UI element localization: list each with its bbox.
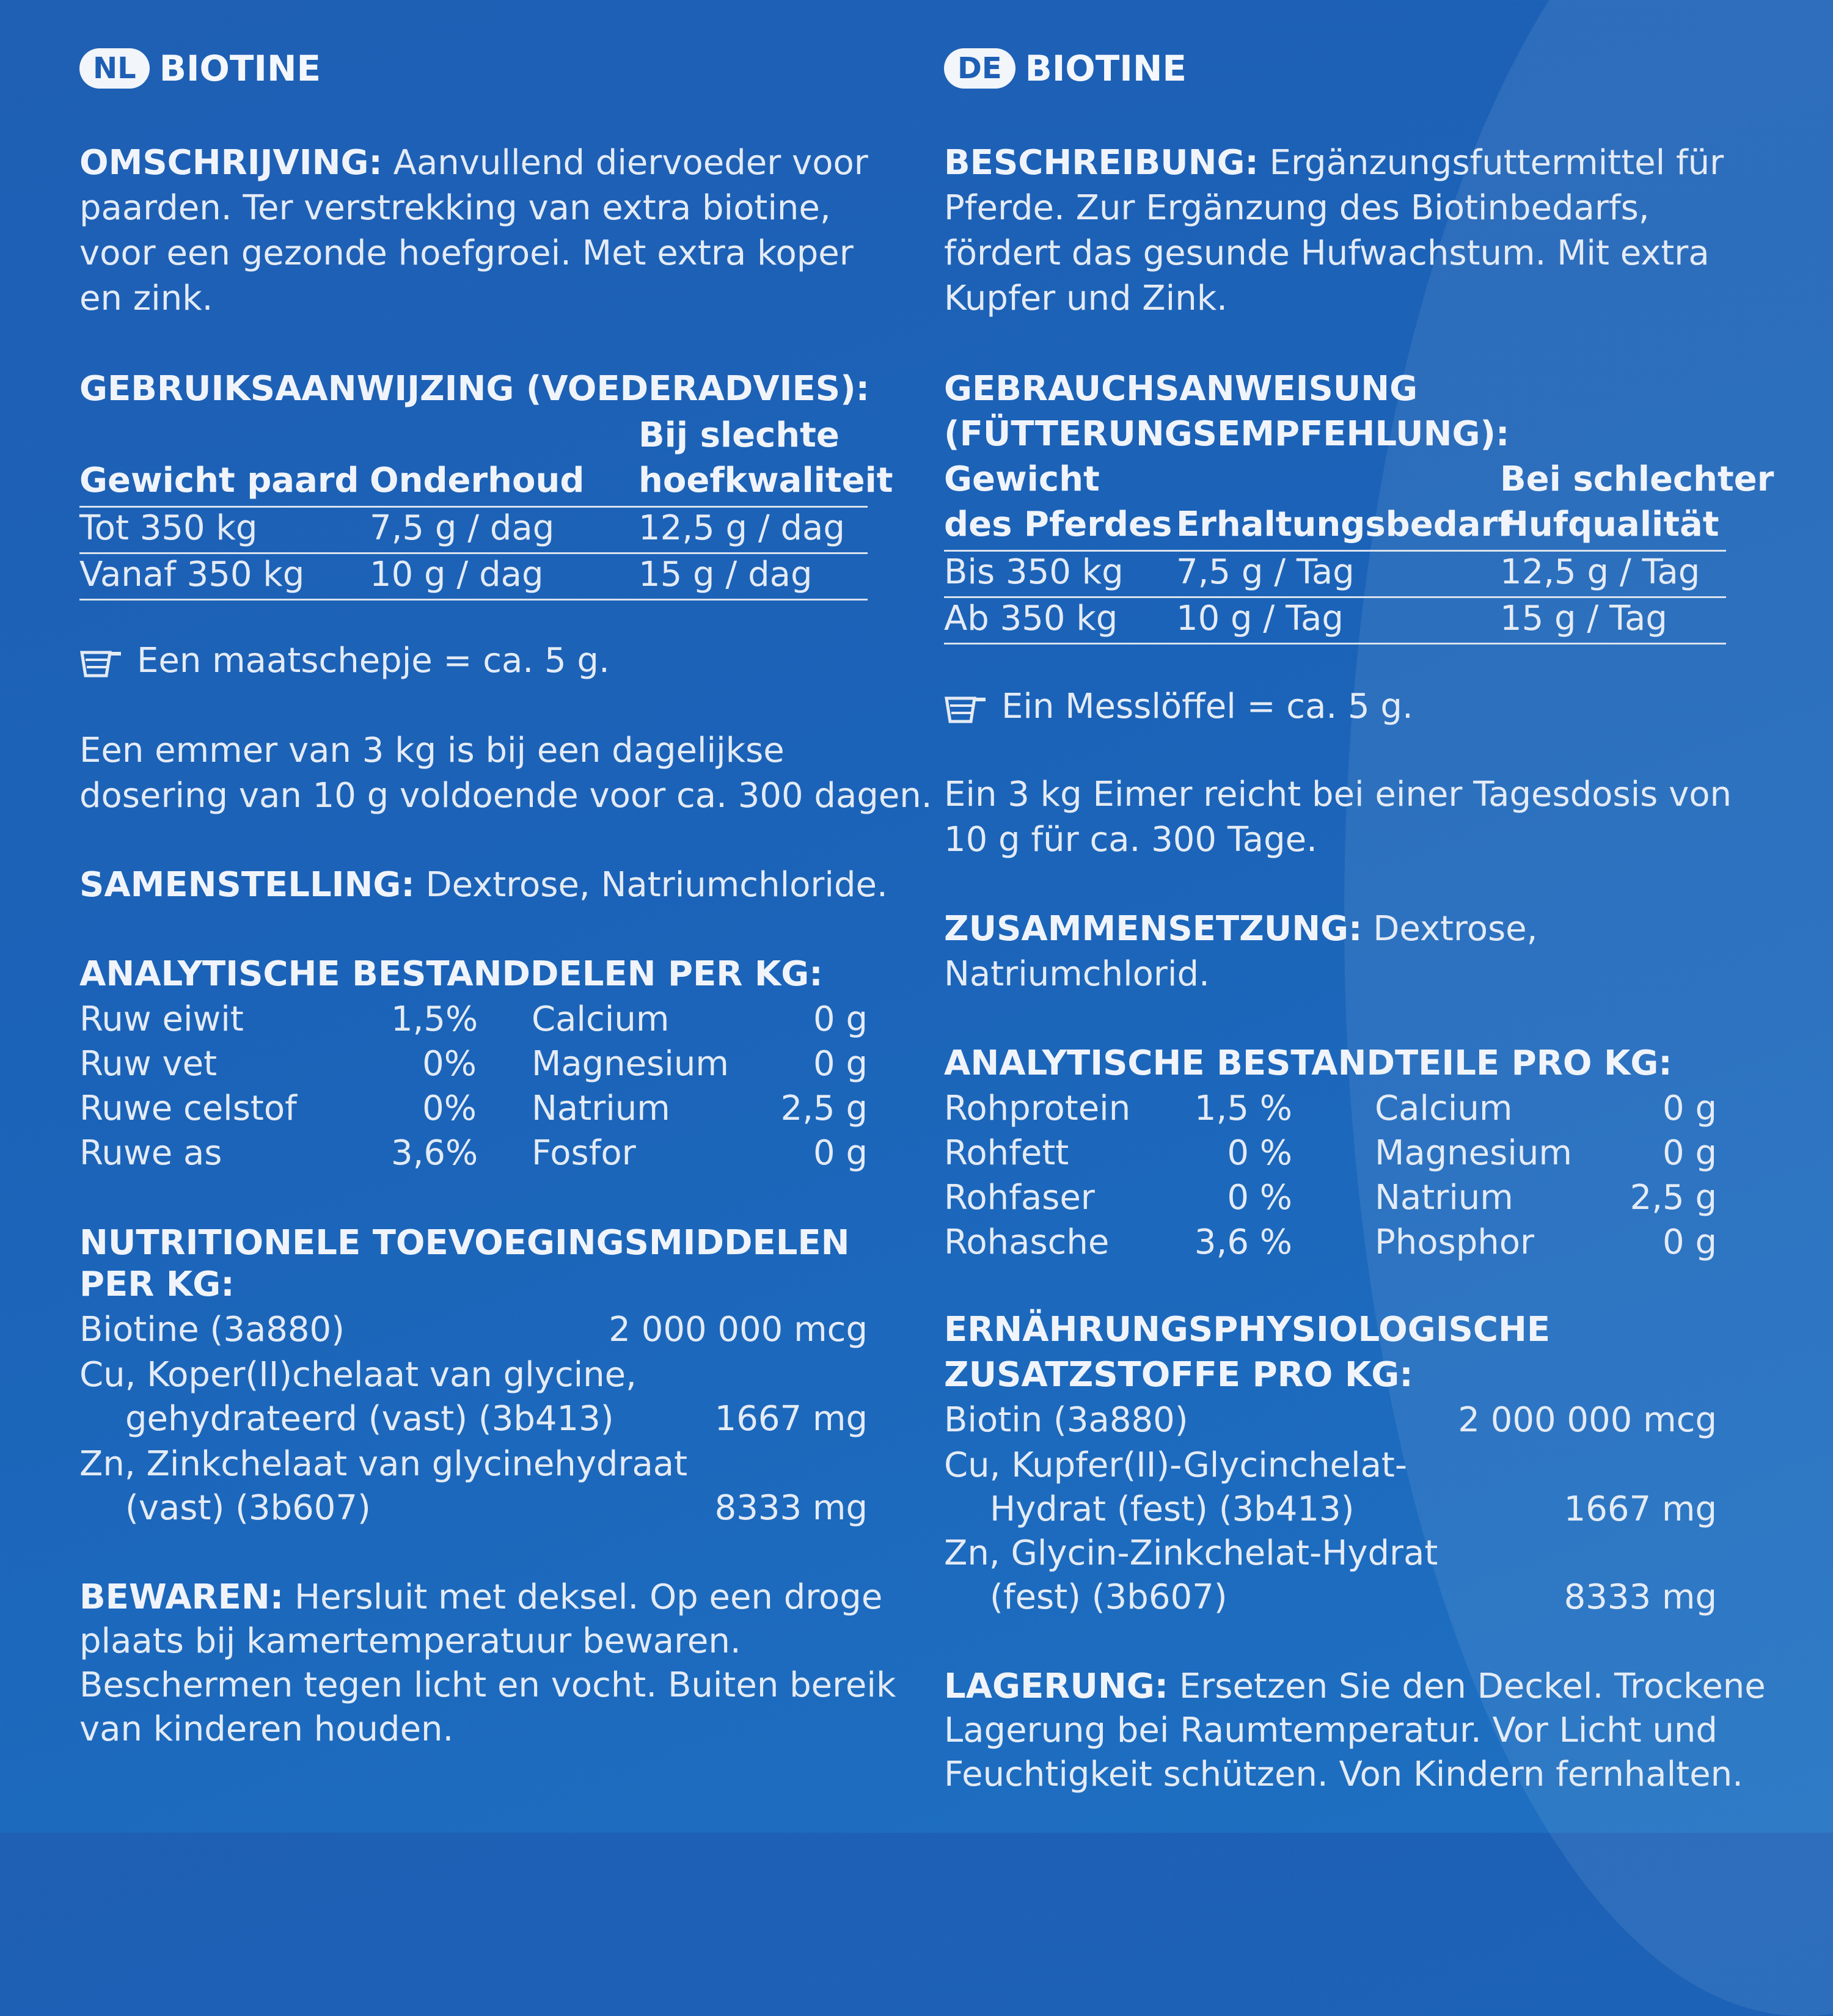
analytic-cell: Rohprotein <box>944 1089 1131 1128</box>
nl-table-cell: 7,5 g / dag <box>370 508 555 548</box>
nl-table-cell: 12,5 g / dag <box>638 508 845 548</box>
de-table-header: des Pferdes <box>944 505 1173 544</box>
nl-storage-line: BEWAREN: Hersluit met deksel. Op een droge <box>79 1577 883 1617</box>
analytic-cell: 1,5 % <box>1194 1089 1292 1128</box>
de-usage-title: GEBRAUCHSANWEISUNG <box>944 369 1418 409</box>
nl-table-cell: Tot 350 kg <box>79 508 258 548</box>
nl-table-header: hoefkwaliteit <box>638 461 893 500</box>
nl-description-line: OMSCHRIJVING: Aanvullend diervoeder voor <box>79 143 868 183</box>
de-scoop-note: Ein Messlöffel = ca. 5 g. <box>944 684 1413 729</box>
analytic-cell: 0 g <box>813 1133 868 1173</box>
de-additive-line: Cu, Kupfer(II)-Glycinchelat- <box>944 1445 1408 1485</box>
nl-title: BIOTINE <box>159 48 321 89</box>
nl-storage-line: Beschermen tegen licht en vocht. Buiten bereik <box>79 1665 896 1705</box>
nl-description-line: en zink. <box>79 279 213 318</box>
analytic-cell: 2,5 g <box>780 1089 868 1128</box>
nl-composition: SAMENSTELLING: Dextrose, Natriumchloride. <box>79 865 888 905</box>
analytic-cell: Rohfaser <box>944 1178 1095 1218</box>
de-table-cell: 15 g / Tag <box>1500 599 1667 638</box>
nl-additive-line: gehydrateerd (vast) (3b413) <box>125 1399 614 1439</box>
nl-additives-title: PER KG: <box>79 1265 235 1304</box>
nl-table-header: Gewicht paard <box>79 461 359 500</box>
nl-description-line: voor een gezonde hoefgroei. Met extra koper <box>79 233 854 273</box>
de-analytic-title: ANALYTISCHE BESTANDTEILE PRO KG: <box>944 1043 1672 1083</box>
nl-storage-line: plaats bij kamertemperatuur bewaren. <box>79 1621 741 1661</box>
nl-additive-value: 8333 mg <box>714 1488 868 1528</box>
nl-storage-line: van kinderen houden. <box>79 1709 454 1749</box>
analytic-cell: Ruwe celstof <box>79 1089 297 1128</box>
analytic-cell: 0 g <box>1663 1133 1717 1173</box>
nl-additives-title: NUTRITIONELE TOEVOEGINGSMIDDELEN <box>79 1223 850 1263</box>
de-description-line: Kupfer und Zink. <box>944 279 1227 318</box>
analytic-cell: Natrium <box>532 1089 670 1128</box>
de-table-header: Bei schlechter <box>1500 459 1774 499</box>
nl-language-badge: NL <box>79 48 150 89</box>
de-table-header: Gewicht <box>944 459 1100 499</box>
analytic-cell: Rohasche <box>944 1222 1110 1262</box>
de-composition: ZUSAMMENSETZUNG: Dextrose, <box>944 909 1538 949</box>
measuring-scoop-icon <box>944 693 987 724</box>
analytic-cell: 0 g <box>1663 1089 1717 1128</box>
de-additive-value: 2 000 000 mcg <box>1458 1400 1717 1440</box>
analytic-cell: Ruwe as <box>79 1133 222 1173</box>
nl-additive-line: Cu, Koper(II)chelaat van glycine, <box>79 1355 637 1395</box>
de-storage-line: LAGERUNG: Ersetzen Sie den Deckel. Trockene <box>944 1667 1766 1706</box>
nl-table-cell: Vanaf 350 kg <box>79 555 305 594</box>
nl-table-rule <box>79 599 868 601</box>
de-table-cell: 7,5 g / Tag <box>1176 552 1355 592</box>
analytic-cell: 0 g <box>813 999 868 1039</box>
analytic-cell: 3,6 % <box>1194 1222 1292 1262</box>
nl-scoop-note: Een maatschepje = ca. 5 g. <box>79 638 610 684</box>
analytic-cell: 2,5 g <box>1630 1178 1717 1218</box>
analytic-cell: Fosfor <box>532 1133 636 1173</box>
de-title: BIOTINE <box>1025 48 1187 89</box>
de-table-header: Erhaltungsbedarf <box>1176 505 1513 544</box>
analytic-cell: Ruw vet <box>79 1044 218 1084</box>
de-table-cell: 10 g / Tag <box>1176 599 1344 638</box>
de-storage-line: Lagerung bei Raumtemperatur. Vor Licht und <box>944 1711 1718 1750</box>
nl-table-header: Bij slechte <box>638 415 840 455</box>
de-table-cell: 12,5 g / Tag <box>1500 552 1700 592</box>
analytic-cell: 0% <box>422 1089 477 1128</box>
analytic-cell: 0 g <box>813 1044 868 1084</box>
de-additives-title: ZUSATZSTOFFE PRO KG: <box>944 1355 1413 1395</box>
de-usage-title: (FÜTTERUNGSEMPFEHLUNG): <box>944 414 1510 454</box>
de-additive-line: Hydrat (fest) (3b413) <box>990 1489 1355 1529</box>
de-additive-line: Biotin (3a880) <box>944 1400 1188 1440</box>
de-storage-line: Feuchtigkeit schützen. Von Kindern fernhalten. <box>944 1755 1743 1794</box>
de-bucket-line: 10 g für ca. 300 Tage. <box>944 820 1317 860</box>
nl-bucket-line: dosering van 10 g voldoende voor ca. 300 dagen. <box>79 776 932 816</box>
nl-additive-line: Biotine (3a880) <box>79 1310 345 1349</box>
de-additive-line: Zn, Glycin-Zinkchelat-Hydrat <box>944 1533 1438 1573</box>
nl-description-line: paarden. Ter verstrekking van extra biotine, <box>79 188 831 228</box>
nl-usage-title: GEBRUIKSAANWIJZING (VOEDERADVIES): <box>79 369 870 409</box>
de-table-rule <box>944 643 1726 645</box>
nl-table-header: Onderhoud <box>370 461 585 500</box>
analytic-cell: Magnesium <box>1375 1133 1572 1173</box>
de-additive-value: 8333 mg <box>1564 1577 1717 1617</box>
analytic-cell: 0 % <box>1227 1133 1292 1173</box>
analytic-cell: 0 % <box>1227 1178 1292 1218</box>
de-additive-value: 1667 mg <box>1564 1489 1717 1529</box>
de-additives-title: ERNÄHRUNGSPHYSIOLOGISCHE <box>944 1310 1551 1349</box>
nl-analytic-title: ANALYTISCHE BESTANDDELEN PER KG: <box>79 954 823 994</box>
analytic-cell: Natrium <box>1375 1178 1513 1218</box>
nl-header <box>79 48 321 89</box>
de-table-header: Hufqualität <box>1500 505 1719 544</box>
de-table-cell: Ab 350 kg <box>944 599 1118 638</box>
measuring-scoop-icon <box>79 648 122 678</box>
analytic-cell: Calcium <box>532 999 670 1039</box>
de-description-line: Pferde. Zur Ergänzung des Biotinbedarfs, <box>944 188 1650 228</box>
nl-table-cell: 15 g / dag <box>638 555 813 594</box>
analytic-cell: 0% <box>422 1044 477 1084</box>
de-description-line: BESCHREIBUNG: Ergänzungsfuttermittel für <box>944 143 1724 183</box>
de-description-line: fördert das gesunde Hufwachstum. Mit extra <box>944 233 1710 273</box>
analytic-cell: Calcium <box>1375 1089 1513 1128</box>
nl-bucket-line: Een emmer van 3 kg is bij een dagelijkse <box>79 731 785 770</box>
analytic-cell: 0 g <box>1663 1222 1717 1262</box>
de-language-badge: DE <box>944 48 1015 89</box>
nl-additive-line: Zn, Zinkchelaat van glycinehydraat <box>79 1444 688 1484</box>
de-bucket-line: Ein 3 kg Eimer reicht bei einer Tagesdosis von <box>944 775 1732 814</box>
nl-additive-value: 2 000 000 mcg <box>609 1310 868 1349</box>
analytic-cell: 1,5% <box>391 999 478 1039</box>
analytic-cell: Magnesium <box>532 1044 729 1084</box>
nl-additive-value: 1667 mg <box>714 1399 868 1439</box>
analytic-cell: 3,6% <box>391 1133 478 1173</box>
analytic-cell: Ruw eiwit <box>79 999 244 1039</box>
de-header <box>944 48 1187 89</box>
nl-additive-line: (vast) (3b607) <box>125 1488 371 1528</box>
nl-table-cell: 10 g / dag <box>370 555 544 594</box>
analytic-cell: Rohfett <box>944 1133 1069 1173</box>
analytic-cell: Phosphor <box>1375 1222 1535 1262</box>
de-table-cell: Bis 350 kg <box>944 552 1124 592</box>
de-composition: Natriumchlorid. <box>944 954 1210 994</box>
de-additive-line: (fest) (3b607) <box>990 1577 1227 1617</box>
